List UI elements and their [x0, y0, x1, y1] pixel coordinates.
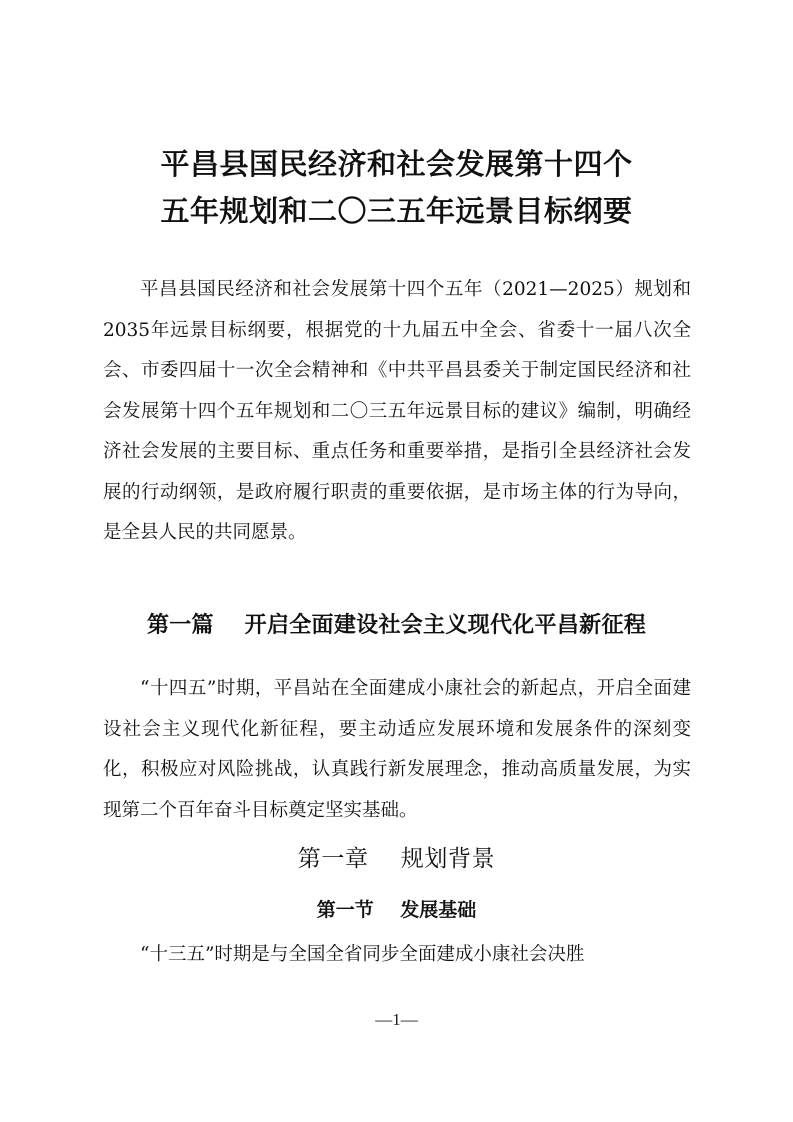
intro-paragraph: 平昌县国民经济和社会发展第十四个五年（2021—2025）规划和2035年远景目标纲要，根据党的十九届五中全会、省委十一届八次全会、市委四届十一次全会精神和《中共平昌县委关于制定国民经济和社会发展第十四个五年规划和二〇三五年远景目标的建议》编制，明确经济社会发展的主要目标、重点任务和重要举措，是指引全县经济社会发展的行动纲领，是政府履行职责的重要依据，是市场主体的行为导向，是全县人民的共同愿景。: [103, 279, 691, 543]
chapter-label: 第一章: [297, 846, 369, 872]
part-heading: [0, 608, 793, 639]
part-title: 开启全面建设社会主义现代化平昌新征程: [244, 613, 647, 638]
section-label: 第一节: [316, 899, 374, 921]
page-number: —1—: [375, 1010, 418, 1029]
section-heading: [0, 895, 793, 922]
chapter-title: 规划背景: [400, 846, 496, 872]
part-label: 第一篇: [146, 613, 214, 638]
chapter-heading: [0, 840, 793, 873]
document-title-line-1: 平昌县国民经济和社会发展第十四个: [160, 147, 633, 181]
part-paragraph: “十四五”时期，平昌站在全面建成小康社会的新起点，开启全面建设社会主义现代化新征程，要主动适应发展环境和发展条件的深刻变化，积极应对风险挑战，认真践行新发展理念，推动高质量发展，为实现第二个百年奋斗目标奠定坚实基础。: [103, 678, 691, 821]
document-title-line-2: 五年规划和二〇三五年远景目标纲要: [160, 194, 633, 228]
section-title: 发展基础: [400, 899, 477, 921]
section-paragraph: “十三五”时期是与全国全省同步全面建成小康社会决胜: [140, 944, 585, 965]
